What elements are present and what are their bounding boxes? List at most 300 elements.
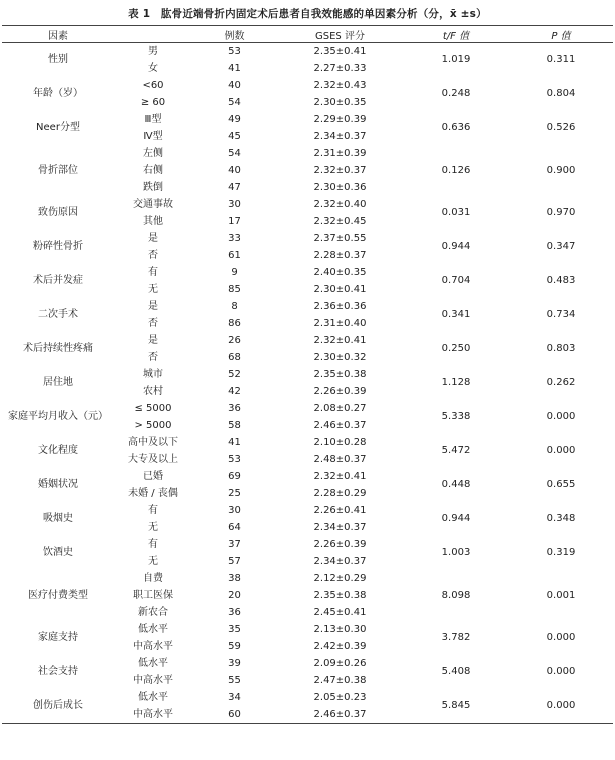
factor-label: 饮酒史 [43,547,73,558]
factor-cell [2,111,114,145]
n-value: 30 [228,505,241,516]
level-cell [114,43,192,78]
p-value: 0.001 [546,589,576,601]
level-value: Ⅳ型 [143,131,163,142]
p-cell [509,332,613,366]
table-container [2,25,613,724]
level-cell [114,366,192,400]
p-value: 0.311 [546,54,576,65]
table-row [2,689,613,724]
n-value: 30 [228,199,241,210]
n-cell [192,196,277,230]
n-value: 53 [228,454,241,465]
factor-label: 婚姻状况 [38,479,78,490]
level-value: 职工医保 [133,590,173,601]
p-cell [509,655,613,689]
n-value: 25 [228,488,241,499]
gses-cell [277,400,403,434]
stat-value: 0.250 [441,343,471,354]
stat-value: 1.019 [441,54,471,65]
stat-cell [403,298,509,332]
factor-cell [2,400,114,434]
p-cell [509,366,613,400]
table-body [2,43,613,724]
n-value: 86 [228,318,241,329]
gses-value: 2.26±0.39 [313,386,367,397]
level-value: 大专及以上 [128,454,178,465]
p-cell [509,502,613,536]
n-cell [192,400,277,434]
gses-cell [277,536,403,570]
level-value: 有 [148,505,158,516]
level-value: 否 [148,318,158,329]
gses-value: 2.09±0.26 [313,658,367,669]
level-value: 是 [148,301,158,312]
factor-label: 吸烟史 [43,513,73,524]
n-value: 36 [228,403,241,414]
gses-cell [277,502,403,536]
level-value: 城市 [143,369,163,380]
table-row [2,43,613,78]
table-row [2,366,613,400]
factor-label: 二次手术 [38,309,78,320]
gses-value: 2.05±0.23 [313,692,367,703]
factor-label: 骨折部位 [38,164,78,176]
stat-value: 0.944 [441,513,471,524]
level-value: 自费 [143,573,163,584]
p-cell [509,689,613,724]
p-value: 0.970 [546,207,576,218]
gses-value: 2.31±0.40 [313,318,367,329]
level-value: 低水平 [138,624,168,635]
p-value: 0.348 [546,513,576,524]
stat-cell [403,264,509,298]
gses-value: 2.28±0.29 [313,488,367,499]
stat-value: 0.944 [441,241,471,252]
n-cell [192,655,277,689]
table-row [2,655,613,689]
gses-value: 2.26±0.39 [313,539,367,550]
p-value: 0.319 [546,547,576,558]
table-row [2,332,613,366]
n-value: 47 [228,182,241,193]
stat-cell [403,77,509,111]
header-level [114,26,192,43]
n-value: 41 [228,63,241,74]
gses-cell [277,332,403,366]
stat-value: 5.338 [441,411,471,422]
factor-label: 术后持续性疼痛 [23,343,93,354]
n-value: 37 [228,539,241,550]
p-value: 0.804 [546,88,576,99]
level-value: Ⅲ型 [144,114,162,125]
n-value: 54 [228,97,241,108]
factor-cell [2,230,114,264]
table-row [2,468,613,502]
gses-cell [277,43,403,78]
gses-value: 2.46±0.37 [313,709,367,720]
gses-value: 2.34±0.37 [313,556,367,567]
level-value: > 5000 [134,420,172,431]
n-cell [192,111,277,145]
p-cell [509,196,613,230]
n-value: 33 [228,233,241,244]
gses-value: 2.35±0.41 [313,46,367,57]
level-value: 低水平 [138,658,168,669]
n-value: 39 [228,658,241,669]
level-cell [114,111,192,145]
n-value: 20 [228,590,241,601]
n-cell [192,230,277,264]
n-value: 49 [228,114,241,125]
stat-cell [403,366,509,400]
n-value: 41 [228,437,241,448]
gses-cell [277,468,403,502]
level-value: ≤ 5000 [134,403,172,414]
p-value: 0.655 [546,479,576,490]
gses-value: 2.36±0.36 [313,301,367,312]
n-cell [192,434,277,468]
level-cell [114,621,192,655]
factor-label: 致伤原因 [38,207,78,218]
stat-value: 0.031 [441,207,471,218]
stat-cell [403,655,509,689]
p-cell [509,536,613,570]
factor-label: 家庭平均月收入（元） [8,411,108,422]
n-cell [192,689,277,724]
gses-cell [277,621,403,655]
n-cell [192,43,277,78]
p-value: 0.483 [546,275,576,286]
level-cell [114,332,192,366]
level-value: <60 [142,80,164,91]
gses-value: 2.32±0.40 [313,199,367,210]
n-value: 57 [228,556,241,567]
header-n: 例数 [192,26,277,43]
stat-cell [403,434,509,468]
table-row [2,111,613,145]
table-row [2,145,613,196]
factor-cell [2,536,114,570]
p-cell [509,298,613,332]
n-cell [192,536,277,570]
factor-cell [2,298,114,332]
stat-cell [403,332,509,366]
stat-cell [403,230,509,264]
table-row [2,434,613,468]
level-value: 中高水平 [133,675,173,686]
factor-label: 医疗付费类型 [28,589,88,601]
gses-value: 2.32±0.41 [313,335,367,346]
gses-value: 2.48±0.37 [313,454,367,465]
n-cell [192,77,277,111]
factor-cell [2,502,114,536]
stat-value: 0.448 [441,479,471,490]
p-cell [509,111,613,145]
factor-label: 家庭支持 [38,632,78,643]
factor-cell [2,570,114,621]
stat-cell [403,111,509,145]
level-value: 未婚 / 丧偶 [128,488,178,499]
p-value: 0.000 [546,666,576,677]
factor-cell [2,264,114,298]
n-value: 55 [228,675,241,686]
level-value: 其他 [143,216,163,227]
stat-cell [403,502,509,536]
level-cell [114,570,192,621]
level-cell [114,655,192,689]
table-caption: 表 1 肱骨近端骨折内固定术后患者自我效能感的单因素分析（分，x̄ ±s） [128,8,487,20]
factor-cell [2,196,114,230]
gses-cell [277,434,403,468]
gses-value: 2.08±0.27 [313,403,367,414]
gses-value: 2.35±0.38 [313,369,367,380]
level-value: 男 [148,46,158,57]
stat-value: 0.636 [441,122,471,133]
p-value: 0.000 [546,632,576,643]
stat-value: 1.128 [441,377,471,388]
level-cell [114,230,192,264]
stat-cell [403,536,509,570]
n-cell [192,332,277,366]
factor-label: 创伤后成长 [33,700,83,711]
level-value: 中高水平 [133,709,173,720]
gses-cell [277,264,403,298]
p-cell [509,145,613,196]
p-cell [509,570,613,621]
factor-cell [2,366,114,400]
gses-value: 2.45±0.41 [313,607,367,618]
level-cell [114,77,192,111]
factor-label: 性别 [48,54,68,65]
level-cell [114,145,192,196]
n-cell [192,298,277,332]
n-value: 60 [228,709,241,720]
factor-label: 社会支持 [38,666,78,677]
level-value: 交通事故 [133,199,173,210]
gses-cell [277,366,403,400]
factor-cell [2,689,114,724]
n-value: 26 [228,335,241,346]
n-value: 36 [228,607,241,618]
level-value: 农村 [143,386,163,397]
n-value: 85 [228,284,241,295]
factor-cell [2,468,114,502]
table-row [2,298,613,332]
univariate-analysis-table [2,25,613,724]
n-value: 58 [228,420,241,431]
stat-value: 0.341 [441,309,471,320]
factor-cell [2,434,114,468]
factor-cell [2,43,114,78]
gses-value: 2.26±0.41 [313,505,367,516]
level-value: 无 [148,556,158,567]
stat-value: 5.472 [441,445,471,456]
n-value: 59 [228,641,241,652]
factor-label: 年龄（岁） [33,88,83,99]
level-cell [114,468,192,502]
p-cell [509,400,613,434]
gses-cell [277,196,403,230]
n-value: 8 [231,301,238,312]
n-value: 45 [228,131,241,142]
stat-cell [403,400,509,434]
level-value: 低水平 [138,692,168,703]
gses-value: 2.28±0.37 [313,250,367,261]
stat-value: 0.126 [441,164,471,176]
gses-cell [277,111,403,145]
p-value: 0.526 [546,122,576,133]
p-value: 0.734 [546,309,576,320]
gses-value: 2.29±0.39 [313,114,367,125]
header-row [2,26,613,43]
table-row [2,400,613,434]
n-value: 52 [228,369,241,380]
gses-cell [277,298,403,332]
gses-value: 2.40±0.35 [313,267,367,278]
level-cell [114,298,192,332]
p-value: 0.262 [546,377,576,388]
header-gses: GSES 评分 [277,26,403,43]
header-stat: t/F 值 [403,26,509,43]
gses-value: 2.47±0.38 [313,675,367,686]
header-factor: 因素 [2,26,114,43]
gses-value: 2.31±0.39 [313,148,367,159]
n-cell [192,621,277,655]
table-row [2,502,613,536]
gses-value: 2.46±0.37 [313,420,367,431]
gses-cell [277,77,403,111]
gses-value: 2.34±0.37 [313,522,367,533]
level-value: 否 [148,352,158,363]
n-cell [192,366,277,400]
table-row [2,77,613,111]
gses-value: 2.30±0.35 [313,97,367,108]
n-cell [192,264,277,298]
level-value: 无 [148,284,158,295]
stat-cell [403,468,509,502]
gses-cell [277,145,403,196]
level-value: ≥ 60 [140,97,166,108]
n-value: 17 [228,216,241,227]
gses-value: 2.13±0.30 [313,624,367,635]
n-value: 40 [228,165,241,176]
stat-value: 0.248 [441,88,471,99]
level-value: 女 [148,63,158,74]
gses-value: 2.37±0.55 [313,233,367,244]
gses-value: 2.35±0.38 [313,590,367,601]
factor-label: 居住地 [43,377,73,388]
gses-value: 2.34±0.37 [313,131,367,142]
level-value: 左侧 [143,148,163,159]
level-cell [114,434,192,468]
level-value: 跌倒 [143,182,163,193]
level-value: 中高水平 [133,641,173,652]
p-cell [509,621,613,655]
stat-value: 5.845 [441,700,471,711]
n-cell [192,502,277,536]
gses-value: 2.30±0.32 [313,352,367,363]
gses-value: 2.32±0.37 [313,165,367,176]
stat-value: 3.782 [441,632,471,643]
factor-cell [2,621,114,655]
p-value: 0.000 [546,411,576,422]
gses-value: 2.12±0.29 [313,573,367,584]
gses-value: 2.32±0.43 [313,80,367,91]
n-value: 54 [228,148,241,159]
level-cell [114,400,192,434]
n-cell [192,145,277,196]
table-row [2,570,613,621]
level-cell [114,264,192,298]
table-row [2,621,613,655]
n-value: 34 [228,692,241,703]
stat-cell [403,570,509,621]
level-value: 已婚 [143,471,163,482]
p-cell [509,43,613,78]
stat-cell [403,196,509,230]
gses-cell [277,570,403,621]
p-value: 0.000 [546,445,576,456]
factor-cell [2,332,114,366]
p-value: 0.900 [546,164,576,176]
factor-cell [2,145,114,196]
gses-value: 2.30±0.36 [313,182,367,193]
p-cell [509,77,613,111]
factor-label: 文化程度 [38,445,78,456]
stat-value: 0.704 [441,275,471,286]
level-value: 有 [148,267,158,278]
level-value: 新农合 [138,607,168,618]
n-cell [192,468,277,502]
gses-cell [277,655,403,689]
table-row [2,196,613,230]
factor-label: Neer分型 [36,122,80,133]
gses-value: 2.32±0.41 [313,471,367,482]
factor-cell [2,655,114,689]
p-value: 0.000 [546,700,576,711]
gses-cell [277,689,403,724]
table-row [2,536,613,570]
header-p: P 值 [509,26,613,43]
n-value: 9 [231,267,238,278]
n-value: 69 [228,471,241,482]
level-cell [114,502,192,536]
gses-value: 2.30±0.41 [313,284,367,295]
level-cell [114,689,192,724]
gses-value: 2.10±0.28 [313,437,367,448]
n-value: 68 [228,352,241,363]
stat-cell [403,621,509,655]
n-value: 40 [228,80,241,91]
level-value: 否 [148,250,158,261]
level-value: 右侧 [143,165,163,176]
factor-cell [2,77,114,111]
level-value: 有 [148,539,158,550]
level-cell [114,536,192,570]
p-value: 0.803 [546,343,576,354]
gses-value: 2.27±0.33 [313,63,367,74]
n-cell [192,570,277,621]
stat-value: 5.408 [441,666,471,677]
p-cell [509,264,613,298]
p-cell [509,230,613,264]
n-value: 35 [228,624,241,635]
level-value: 高中及以下 [128,437,178,448]
gses-value: 2.42±0.39 [313,641,367,652]
level-value: 是 [148,335,158,346]
stat-cell [403,689,509,724]
